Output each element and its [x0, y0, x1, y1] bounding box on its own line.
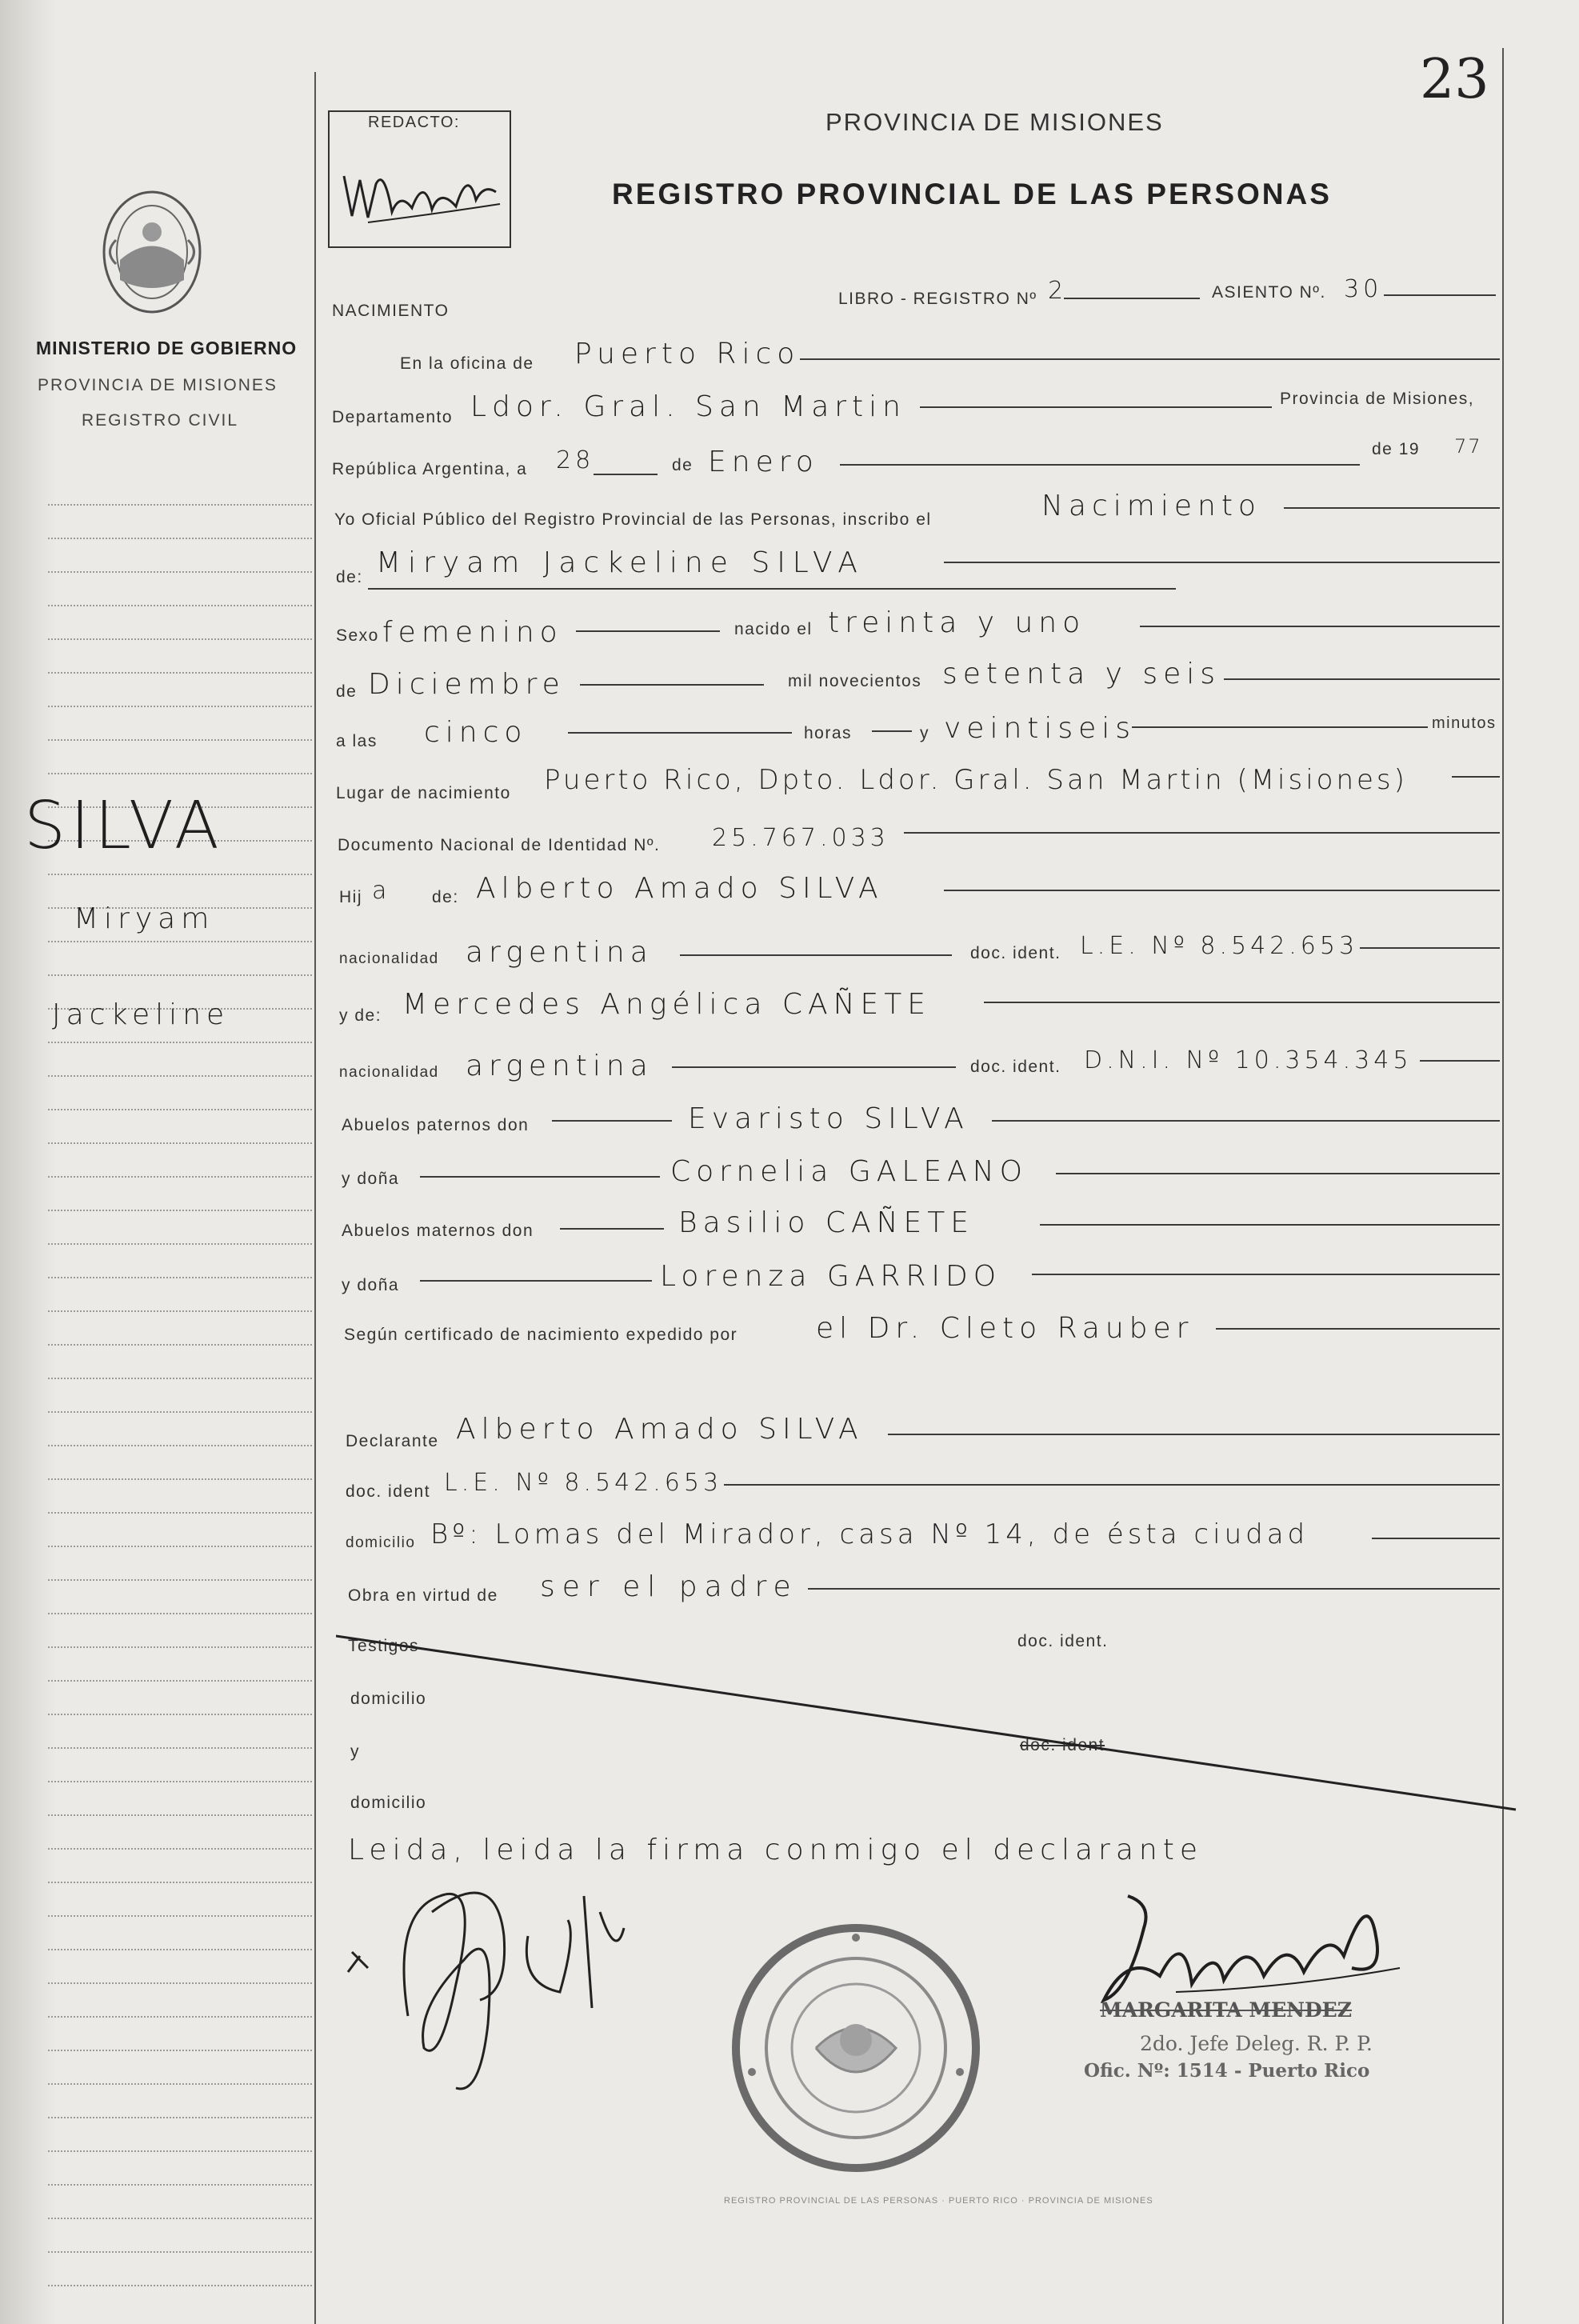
margin-dotted-line — [48, 2050, 312, 2051]
departamento-label: Departamento — [332, 408, 454, 426]
testigos-label: Testigos — [348, 1637, 420, 1655]
docident3-label: doc. ident — [1020, 1736, 1105, 1754]
oficial-value: Nacimiento — [1041, 490, 1261, 522]
ministry-province: PROVINCIA DE MISIONES — [38, 376, 278, 394]
margin-dotted-line — [48, 1109, 312, 1110]
republica-label: República Argentina, a — [332, 460, 528, 478]
margin-dotted-line — [48, 1915, 312, 1917]
margin-dotted-line — [48, 2150, 312, 2152]
minutos-line — [1132, 726, 1428, 728]
margin-dotted-line — [48, 638, 312, 640]
sexo-value: femenino — [382, 616, 563, 649]
horas-line — [872, 730, 912, 732]
margin-dotted-line — [48, 1445, 312, 1446]
departamento-value: Ldor. Gral. San Martin — [470, 390, 906, 423]
margin-dotted-line — [48, 1176, 312, 1178]
margin-dotted-line — [48, 1680, 312, 1682]
decl-doc-label: doc. ident — [346, 1482, 431, 1501]
right-margin-rule — [1502, 48, 1504, 2324]
margin-dotted-line — [48, 2184, 312, 2186]
padre-doc-value: L.E. Nº 8.542.653 — [1080, 932, 1359, 960]
decl-doc-value: L.E. Nº 8.542.653 — [444, 1469, 723, 1497]
nac-label: nacionalidad — [339, 950, 439, 967]
page-number: 23 — [1420, 48, 1489, 111]
segun-label: Según certificado de nacimiento expedido por — [344, 1326, 738, 1344]
domicilio3-label: domicilio — [350, 1794, 427, 1812]
madre-line — [984, 1002, 1500, 1003]
margin-dotted-line — [48, 1714, 312, 1715]
margin-dotted-line — [48, 1814, 312, 1816]
de3-label: de — [336, 682, 358, 701]
margin-dotted-line — [48, 974, 312, 976]
margin-dotted-line — [48, 1243, 312, 1245]
margin-dotted-line — [48, 1613, 312, 1614]
declarant-signature-icon — [336, 1864, 672, 2120]
yde-label: y de: — [339, 1006, 382, 1025]
nombre-value: Miryam Jackeline SILVA — [376, 546, 865, 579]
provincia-suffix: Provincia de Misiones, — [1280, 390, 1475, 408]
abuelo-p-value: Evaristo SILVA — [688, 1102, 969, 1135]
abuelos-p-label: Abuelos paternos don — [342, 1116, 530, 1134]
nombre-underline — [368, 588, 1176, 590]
hora-line — [568, 732, 792, 734]
libro-line — [1064, 298, 1200, 299]
documento-label: Documento Nacional de Identidad Nº. — [338, 836, 661, 854]
libro-label: LIBRO - REGISTRO Nº — [838, 290, 1037, 308]
redacto-label: REDACTO: — [368, 114, 460, 131]
oficina-line — [800, 358, 1500, 360]
mes-line — [840, 464, 1360, 466]
margin-dotted-line — [48, 672, 312, 674]
dia-value: 28 — [556, 446, 595, 474]
act-type-label: NACIMIENTO — [332, 302, 450, 320]
margin-dotted-line — [48, 2117, 312, 2118]
segun-value: el Dr. Cleto Rauber — [816, 1312, 1194, 1345]
abuelo-m-value: Basilio CAÑETE — [678, 1206, 975, 1239]
margin-dotted-line — [48, 571, 312, 573]
margin-dotted-line — [48, 1042, 312, 1043]
nacido-anio-value: setenta y seis — [942, 658, 1221, 690]
abuelos-p-line-b — [992, 1120, 1500, 1122]
leida-value: Leida, leida la firma conmigo el declarante — [348, 1834, 1203, 1866]
margin-dotted-line — [48, 1310, 312, 1312]
declarante-value: Alberto Amado SILVA — [456, 1413, 864, 1446]
official-office: Ofic. Nº: 1514 - Puerto Rico — [1084, 2060, 1370, 2082]
documento-line — [904, 832, 1500, 834]
margin-dotted-line — [48, 1210, 312, 1211]
madre-doc-value: D.N.I. Nº 10.354.345 — [1084, 1046, 1413, 1074]
margin-dotted-line — [48, 504, 312, 506]
segun-line — [1216, 1328, 1500, 1330]
nacido-label: nacido el — [734, 620, 813, 638]
alas-label: a las — [336, 732, 378, 750]
hora-value: cinco — [424, 716, 528, 749]
testigos-strike-line — [336, 1632, 1520, 1816]
padre-nac-line — [680, 954, 952, 956]
margin-dotted-line — [48, 1378, 312, 1379]
redacto-signature-icon — [336, 144, 504, 232]
sexo-line — [576, 630, 720, 632]
nacido-mes-value: Diciembre — [368, 668, 566, 701]
margin-given-name-2: Jackeline — [52, 998, 230, 1031]
madre-nac-line — [672, 1066, 956, 1068]
margin-dotted-line — [48, 1277, 312, 1278]
lugar-line — [1452, 776, 1500, 778]
hij-suffix: a — [372, 877, 391, 905]
padre-doc-line — [1360, 947, 1500, 949]
abuela-p-line-b — [1056, 1173, 1500, 1174]
padre-docident-label: doc. ident. — [970, 944, 1061, 962]
oficina-value: Puerto Rico — [574, 338, 801, 370]
header-province: PROVINCIA DE MISIONES — [825, 108, 1164, 136]
nacido-anio-line — [1224, 678, 1500, 680]
mes-value: Enero — [708, 446, 819, 478]
asiento-line — [1384, 294, 1496, 296]
abuela-p-value: Cornelia GALEANO — [670, 1155, 1029, 1188]
margin-dotted-line — [48, 1344, 312, 1346]
de4-label: de: — [432, 888, 459, 906]
header-registry: REGISTRO PROVINCIAL DE LAS PERSONAS — [612, 178, 1332, 210]
madre-doc-line — [1420, 1060, 1500, 1062]
domicilio-value: Bº: Lomas del Mirador, casa Nº 14, de ésta ciudad — [430, 1518, 1309, 1550]
obra-label: Obra en virtud de — [348, 1586, 498, 1605]
documento-value: 25.767.033 — [712, 824, 889, 852]
ministry-crest-icon — [96, 184, 208, 320]
minutos-label: minutos — [1432, 714, 1497, 732]
margin-dotted-line — [48, 1848, 312, 1850]
abuela-p-line-a — [420, 1176, 660, 1178]
registry-seal-icon — [720, 1912, 992, 2184]
nacido-value: treinta y uno — [828, 606, 1086, 639]
margin-dotted-line — [48, 2083, 312, 2085]
domicilio-line — [1372, 1538, 1500, 1539]
nacido-mes-line — [580, 684, 764, 686]
hij-label: Hij — [339, 888, 362, 906]
horas-label: horas — [804, 724, 853, 742]
margin-dotted-line — [48, 1747, 312, 1749]
left-margin-rule — [314, 72, 316, 2324]
nombre-line — [944, 562, 1500, 563]
margin-dotted-line — [48, 1411, 312, 1413]
abuelos-m-line-a — [560, 1228, 664, 1230]
abuelos-m-label: Abuelos maternos don — [342, 1222, 534, 1240]
domicilio-label: domicilio — [346, 1534, 416, 1551]
oficial-label: Yo Oficial Público del Registro Provincial de las Personas, inscribo el — [334, 510, 932, 529]
departamento-line — [920, 406, 1272, 408]
anio-value: 77 — [1454, 435, 1482, 458]
madre-docident-label: doc. ident. — [970, 1058, 1061, 1076]
lugar-value: Puerto Rico, Dpto. Ldor. Gral. San Martin (Misiones) — [544, 764, 1408, 796]
seal-text: REGISTRO PROVINCIAL DE LAS PERSONAS · PUERTO RICO · PROVINCIA DE MISIONES — [724, 2196, 1153, 2206]
minutos-value: veintiseis — [944, 712, 1137, 745]
padre-value: Alberto Amado SILVA — [476, 872, 884, 905]
nacido-line — [1140, 626, 1500, 627]
margin-dotted-line — [48, 1478, 312, 1480]
margin-dotted-line — [48, 706, 312, 707]
margin-given-name-1: Miryam — [74, 902, 215, 935]
official-name: MARGARITA MENDEZ — [1100, 1998, 1352, 2022]
mil-label: mil novecientos — [788, 672, 922, 690]
de2-label: de: — [336, 568, 363, 586]
margin-dotted-line — [48, 2251, 312, 2253]
de-label: de — [672, 456, 694, 474]
testigos-docident-label: doc. ident. — [1017, 1632, 1109, 1650]
madre-nac-value: argentina — [466, 1050, 654, 1082]
lugar-label: Lugar de nacimiento — [336, 784, 511, 802]
declarante-line — [888, 1434, 1500, 1435]
abuelos-p-line-a — [552, 1120, 672, 1122]
domicilio2-label: domicilio — [350, 1690, 427, 1708]
margin-surname: SILVA — [24, 788, 224, 864]
abuela-m-value: Lorenza GARRIDO — [660, 1260, 1002, 1293]
oficial-line — [1284, 507, 1500, 509]
ministry-civil-registry: REGISTRO CIVIL — [82, 411, 239, 430]
margin-dotted-line — [48, 538, 312, 539]
margin-dotted-line — [48, 1781, 312, 1782]
asiento-value: 30 — [1344, 275, 1383, 303]
libro-value: 2 — [1048, 277, 1068, 305]
margin-dotted-line — [48, 1646, 312, 1648]
oficina-label: En la oficina de — [400, 354, 534, 373]
ydona-p-label: y doña — [342, 1170, 400, 1188]
anio-label: de 19 — [1372, 440, 1421, 458]
margin-dotted-line — [48, 2016, 312, 2018]
margin-dotted-line — [48, 1546, 312, 1547]
padre-line — [944, 890, 1500, 891]
margin-dotted-line — [48, 1982, 312, 1984]
obra-value: ser el padre — [540, 1570, 798, 1603]
decl-doc-line — [724, 1484, 1500, 1486]
dia-line — [594, 474, 658, 475]
margin-dotted-line — [48, 1579, 312, 1581]
padre-nac-value: argentina — [466, 936, 654, 969]
margin-dotted-line — [48, 739, 312, 741]
abuela-m-line-a — [420, 1280, 652, 1282]
margin-dotted-line — [48, 773, 312, 774]
sexo-label: Sexo — [336, 626, 379, 645]
margin-dotted-line — [48, 1512, 312, 1514]
asiento-label: ASIENTO Nº. — [1212, 283, 1326, 302]
declarante-label: Declarante — [346, 1432, 439, 1450]
margin-dotted-line — [48, 605, 312, 606]
margin-dotted-line — [48, 874, 312, 875]
abuela-m-line-b — [1032, 1274, 1500, 1275]
margin-dotted-line — [48, 941, 312, 942]
margin-dotted-line — [48, 1075, 312, 1077]
abuelos-m-line-b — [1040, 1224, 1500, 1226]
ydona-m-label: y doña — [342, 1276, 400, 1294]
margin-dotted-line — [48, 1882, 312, 1883]
obra-line — [808, 1588, 1500, 1590]
madre-nac-label: nacionalidad — [339, 1064, 439, 1081]
madre-value: Mercedes Angélica CAÑETE — [402, 988, 932, 1021]
margin-dotted-line — [48, 1949, 312, 1950]
ministry-title: MINISTERIO DE GOBIERNO — [36, 338, 298, 358]
margin-dotted-line — [48, 2285, 312, 2286]
official-role: 2do. Jefe Deleg. R. P. P. — [1140, 2032, 1373, 2055]
y2-label: y — [350, 1742, 360, 1761]
margin-dotted-line — [48, 2218, 312, 2219]
y-label: y — [920, 724, 929, 742]
margin-dotted-line — [48, 1142, 312, 1144]
